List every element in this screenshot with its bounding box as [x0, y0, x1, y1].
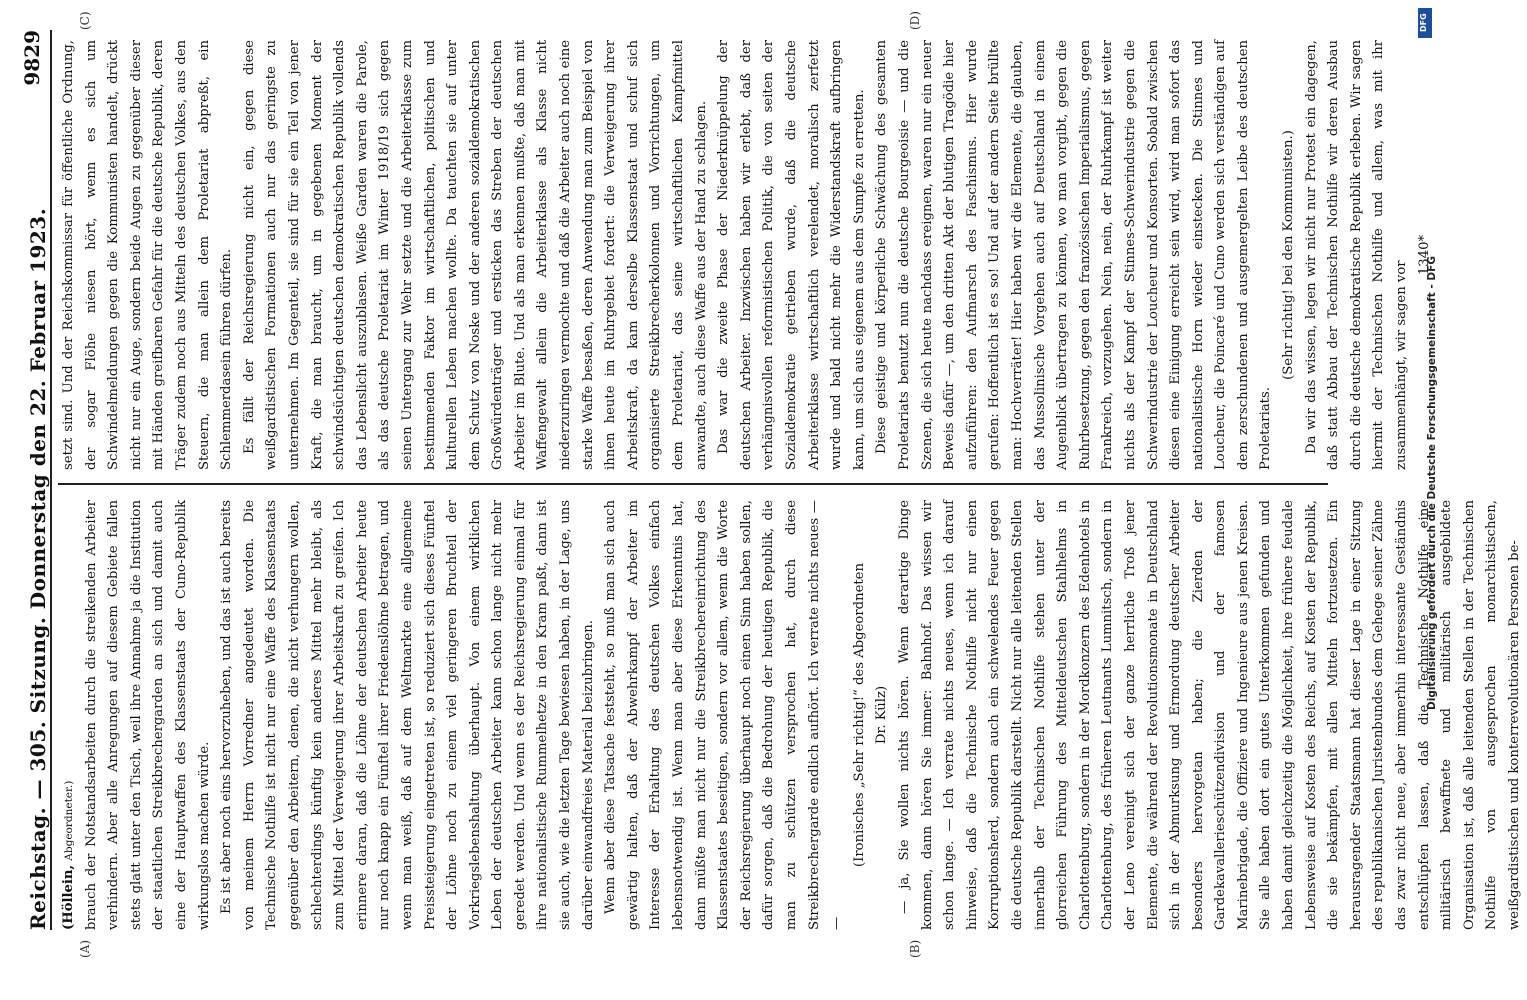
page-header: [8, 30, 52, 930]
page-number: 9829: [20, 30, 44, 86]
paragraph: Wenn aber diese Tatsache feststeht, so muß man sich auch gewärtig halten, daß der Abwehrkampf der Arbeiter im Interesse der Erhaltung des deutschen Volkes einfach lebensnotwendig ist. Wenn man aber diese Erkenntnis hat, dann müßte man nicht nur die Streikbrechereinrichtung des Klassenstaates beseitigen, sondern vor allem, wenn die Worte der Reichsregierung überhaupt noch einen Sinn haben sollen, dafür sorgen, daß die Bedrohung der heutigen Republik, die man zu schützen versprochen hat, durch diese Streikbrechergarde endlich aufhört. Ich verrate nichts neues — —: [603, 500, 845, 930]
margin-marker-a: (A): [78, 939, 92, 958]
digitization-credit: [1412, 10, 1438, 970]
speaker-name: (Höllein,: [61, 864, 76, 930]
paragraph: Es ist aber noch eins hervorzuheben, und das ist auch bereits von meinem Herrn Vorredner angedeutet worden. Die Technische Nothilfe ist nicht nur eine Waffe des Klassenstaats gegenüber den Arbeitern, denen, die nicht verhungern wollen, schlechterdings künftig kein anderes Mittel mehr bleibt, als zum Mittel der Verweigerung ihrer Arbeitskraft zu greifen. Ich erinnere daran, daß die Löhne der deutschen Arbeiter heute nur noch knapp ein Fünftel ihrer Friedenslöhne betragen, und wenn man weiß, daß auf dem Weltmarkte eine allgemeine Preissteigerung eingetreten ist, so reduziert sich dieses Fünftel der Löhne noch zu einem viel geringeren Bruchteil der Vorkriegslebenshaltung überhaupt. Von einem wirklichen Leben der deutschen Arbeiter kann schon lange nicht mehr geredet werden. Und wenn es der Reichsregierung einmal für ihre nationalistische Rummelhetze in den Kram paßt, dann ist sie auch, wie die letzten Tage bewiesen haben, in der Lage, uns darüber einwandfreies Material beizubringen.: [219, 500, 596, 930]
paragraph: Diese geistige und körperliche Schwächung des gesamten Proletariats benutzt nun die deutsche Bourgeoisie — und die Szenen, die sich heute nachdass ereignen, waren nur ein neuer Beweis dafür —, um den dritten Akt der blutigen Tragödie hier aufzuführen: den Aufmarsch des Faschismus. Hier wurde gerufen: Hoffentlich ist es so! Und auf der andern Seite brüllte man: Hochverräter! Hier haben wir die Elemente, die glauben, das Mussolinische Vorgehen auch auf Deutschland in einem Augenblick übertragen zu können, wo man vorgibt, gegen die Ruhrbesetzung, gegen den französischen Imperialismus, gegen Frankreich, vorzugehen. Nein, nein, der Ruhrkampf ist weiter nichts als der Kampf der Stinnes-Schwerindustrie gegen die Schwerindustrie der Loucheur und Konsorten. Sobald zwischen diesen eine Einigung erreicht sein wird, wird man sofort das nationalistische Horn wieder einstecken. Die Stinnes und Loucheur, die Poincaré und Cuno werden sich verständigen auf dem zerschundenen und ausgemergelten Leibe des deutschen Proletariats.: [874, 40, 1274, 470]
paragraph: Das war die zweite Phase der Niederknüppelung der deutschen Arbeiter. Inzwischen haben wir erlebt, daß der verhängnisvollen reformistischen Politik, die von seiten der Sozialdemokratie getrieben wurde, daß die deutsche Arbeiterklasse wirtschaftlich verelendet, moralisch zerfetzt wurde und bald nicht mehr die Widerstandskraft aufbringen kann, um sich aus eigenem aus dem Sumpfe zu erretten.: [716, 40, 867, 470]
interjection: (Ironisches „Sehr richtig!“ des Abgeordneten: [851, 563, 867, 867]
right-column: [58, 40, 1432, 470]
page-signature: 1340*: [1416, 234, 1432, 276]
paragraph: — ja, Sie wollen nichts hören. Wenn derartige Dinge kommen, dann hören Sie immer: Bahnhof. Das wissen wir schon lange. — Ich verrate nichts neues, wenn ich darauf hinweise, daß die Technische Nothilfe nicht nur einen Korruptionsherd, sondern auch ein schwelendes Feuer gegen die deutsche Republik darstellt. Nicht nur alle leitenden Stellen innerhalb der Technischen Nothilfe stehen unter der glorreichen Führung des Mitteldeutschen Stahlhelms in Charlottenburg, sondern in der Mordkonzern des Edenhotels in Charlottenburg, des früheren Leutnants Lumnitsch, sondern in der Leno vereinigt sich der ganze herrliche Troß jener Elemente, die während der Revolutionsmonate in Deutschland sich in der Abmurksung und Ermordung deutscher Arbeiter besonders hervorgetan haben; die Zierden der Gardekavallerieschützendivision und der famosen Marinebrigade, die Offiziere und Ingenieure aus jenen Kreisen. Sie alle haben dort ein gutes Unterkommen gefunden und haben damit gleichzeitig die Möglichkeit, ihre frühere feudale Lebensweise auf Kosten des Reichs, auf Kosten der Republik, die sie bekämpfen, mit allen Mitteln fortzusetzen. Ein herausragender Staatsmann hat dieser Lage in einer Sitzung des republikanischen Juristenbundes dem Gehege seiner Zähne das zwar nicht neue, aber immerhin interessante Geständnis entschlüpfen lassen, daß die Technische Nothilfe eine militärisch bewaffnete und militärisch ausgebildete Organisation ist, daß alle leitenden Stellen in der Technischen Nothilfe von ausgesprochen monarchistischen, weißgardistischen und konterrevolutionären Personen be-: [896, 500, 1522, 930]
credit-text: Digitalisierung gefördert durch die Deutsche Forschungsgemeinschaft - DFG: [1426, 256, 1438, 710]
left-column: [58, 500, 1522, 930]
speaker-role: Abgeordneter.): [63, 780, 75, 861]
paragraph: Da wir das wissen, legen wir nicht nur Protest ein dagegen, daß statt Abbau der Technischen Nothilfe wir deren Ausbau durch die deutsche demokratische Republik erleben. Wir sagen hiermit der Technischen Nothilfe und allem, was mit ihr zusammenhängt, wir sagen vor: [1303, 40, 1410, 470]
margin-marker-b: (B): [908, 939, 922, 958]
column-divider: [58, 483, 1328, 485]
paragraph: Es fällt der Reichsregierung nicht ein, gegen diese weißgardistischen Formationen auch nur das geringste zu unternehmen. Im Gegenteil, sie sind für sie ein Teil von jener Kraft, die man braucht, um in gegebenen Moment der schwindsüchtigen deutschen demokratischen Republik vollends das Lebenslicht auszublasen. Weiße Garden waren die Parole, als das deutsche Proletariat im Winter 1918/19 sich gegen seinen Untergang zur Wehr setzte und die Arbeiterklasse zum bestimmenden Faktor im wirtschaftlichen, politischen und kulturellen Leben machen wollte. Da tauchten sie auf unter dem Schutz von Noske und der anderen sozialdemokratischen Großwürdenträger und ersticken das Streben der deutschen Arbeiter im Blute. Und als man erkennen mußte, daß man mit Waffengewalt allein die Arbeiterklasse als Klasse nicht niederzuringen vermochte und daß die Arbeiter auch noch eine starke Waffe besaßen, deren Anwendung man zum Beispiel von ihnen heute im Ruhrgebiet fordert: die Verweigerung ihrer Arbeitskraft, da kam derselbe Klassenstaat und schuf sich organisierte Streikbrecherkolonnen und Vorrichtungen, um dem Proletariat, das seine wirtschaftlichen Kampfmittel anwandte, auch diese Waffe aus der Hand zu schlagen.: [241, 40, 709, 470]
margin-marker-c: (C): [78, 11, 92, 30]
interjection: (Sehr richtig! bei den Kommunisten.): [1281, 130, 1297, 380]
interjection-name: Dr. Külz): [874, 685, 890, 745]
margin-marker-d: (D): [908, 11, 922, 30]
page-title: Reichstag. — 305. Sitzung. Donnerstag den 22. Februar 1923.: [26, 207, 50, 930]
speaker-line: [58, 500, 81, 930]
dfg-logo: [1418, 8, 1432, 38]
dfg-logo-text: DFG: [1419, 13, 1428, 32]
paragraph: brauch der Notstandsarbeiten durch die streikenden Arbeiter verhindern. Aber alle Anregungen auf diesem Gebiete fallen stets glatt unter den Tisch, weil ihre Annahme ja die Institution der staatlichen Streikbrechergarden an sich und damit auch eine der Hauptwaffen des Klassenstaats der Cuno-Republik wirkungslos machen würde.: [83, 500, 212, 930]
paragraph: setzt sind. Und der Reichskommissar für öffentliche Ordnung, der sogar Flöhe niesen hört, wenn es sich um Schwindelmeldungen gegen die Kommunisten handelt, drückt nicht nur ein Auge, sondern beide Augen zu gegenüber dieser mit Händen greifbaren Gefahr für die deutsche Republik, deren Träger zudem noch aus Mitteln des deutschen Volkes, aus den Steuern, die man allein dem Proletariat abpreßt, ein Schlemmerdasein führen dürfen.: [61, 40, 235, 470]
